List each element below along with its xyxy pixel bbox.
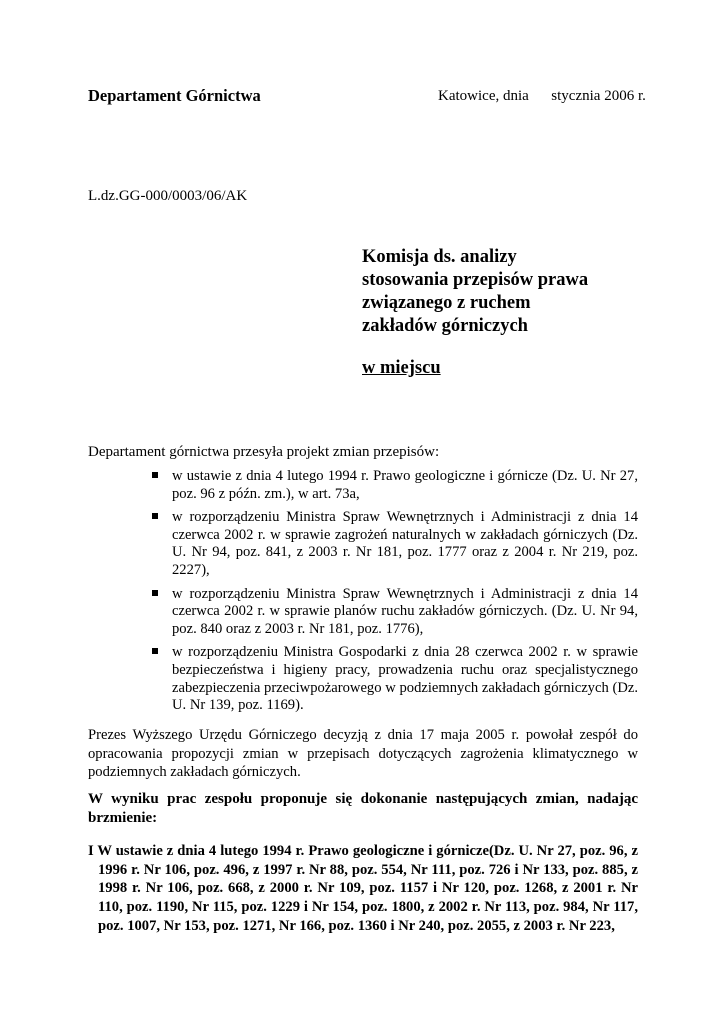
act-amendment-text: I W ustawie z dnia 4 lutego 1994 r. Prawo geologiczne i górnicze(Dz. U. Nr 27, poz. 96, z 1996 r. Nr 106, poz. 496, z 1997 r. Nr 88, poz. 554, Nr 111, poz. 726 i Nr 133, poz. 885, z 1998 r. Nr 106, poz. 668, z 2000 r. Nr 109, poz. 1157 i Nr 120, poz. 1268, z 2001 r. Nr 110, poz. 1190, Nr 115, poz. 1229 i Nr 154, poz. 1800, z 2002 r. Nr 113, poz. 984, Nr 117, poz. 1007, Nr 153, poz. 1271, Nr 166, poz. 1360 i Nr 240, poz. 2055, z 2003 r. Nr 223, bbox=[88, 843, 638, 934]
department-name: Departament Górnictwa bbox=[88, 86, 261, 105]
list-item bbox=[150, 468, 638, 503]
square-bullet-icon bbox=[152, 472, 158, 478]
addressee-local: w miejscu bbox=[362, 358, 441, 378]
list-item bbox=[150, 586, 638, 639]
regulation-list bbox=[150, 468, 638, 721]
addressee-line: Komisja ds. analizy bbox=[362, 247, 517, 267]
addressee-line: zakładów górniczych bbox=[362, 316, 528, 336]
addressee-block bbox=[362, 246, 588, 338]
reference-number: L.dz.GG-000/0003/06/AK bbox=[88, 188, 248, 204]
list-item-text: w ustawie z dnia 4 lutego 1994 r. Prawo geologiczne i górnicze (Dz. U. Nr 27, poz. 96 z późn. zm.), w art. 73a, bbox=[172, 468, 638, 502]
list-item-text: w rozporządzeniu Ministra Gospodarki z dnia 28 czerwca 2002 r. w sprawie bezpieczeństwa i higieny pracy, prowadzenia ruchu oraz specjalistycznego zabezpieczenia przeciwpożarowego w podziemnych zakładach górniczych (Dz. U. Nr 139, poz. 1169). bbox=[172, 644, 638, 714]
place-and-date: Katowice, dnia stycznia 2006 r. bbox=[438, 88, 646, 104]
intro-text: Departament górnictwa przesyła projekt zmian przepisów: bbox=[88, 444, 440, 460]
list-item-text: w rozporządzeniu Ministra Spraw Wewnętrznych i Administracji z dnia 14 czerwca 2002 r. w sprawie zagrożeń naturalnych w zakładach górniczych (Dz. U. Nr 94, poz. 841, z 2003 r. Nr 181, poz. 1777 oraz z 2004 r. Nr 219, poz. 2227), bbox=[172, 509, 638, 578]
proposal-paragraph: W wyniku prac zespołu proponuje się dokonanie następujących zmian, nadając brzmienie: bbox=[88, 791, 638, 826]
list-item-text: w rozporządzeniu Ministra Spraw Wewnętrznych i Administracji z dnia 14 czerwca 2002 r. w sprawie planów ruchu zakładów górniczych. (Dz. U. Nr 94, poz. 840 oraz z 2003 r. Nr 181, poz. 1776), bbox=[172, 585, 638, 637]
square-bullet-icon bbox=[152, 648, 158, 654]
list-item bbox=[150, 509, 638, 579]
square-bullet-icon bbox=[152, 513, 158, 519]
list-item bbox=[150, 644, 638, 714]
act-amendment-paragraph bbox=[88, 842, 638, 936]
addressee-line: stosowania przepisów prawa bbox=[362, 270, 589, 290]
addressee-line: związanego z ruchem bbox=[362, 293, 531, 313]
square-bullet-icon bbox=[152, 590, 158, 596]
decision-paragraph: Prezes Wyższego Urzędu Górniczego decyzją z dnia 17 maja 2005 r. powołał zespół do opracowania propozycji zmian w przepisach dotyczących zagrożenia klimatycznego w podziemnych zakładach górniczych. bbox=[88, 727, 638, 780]
